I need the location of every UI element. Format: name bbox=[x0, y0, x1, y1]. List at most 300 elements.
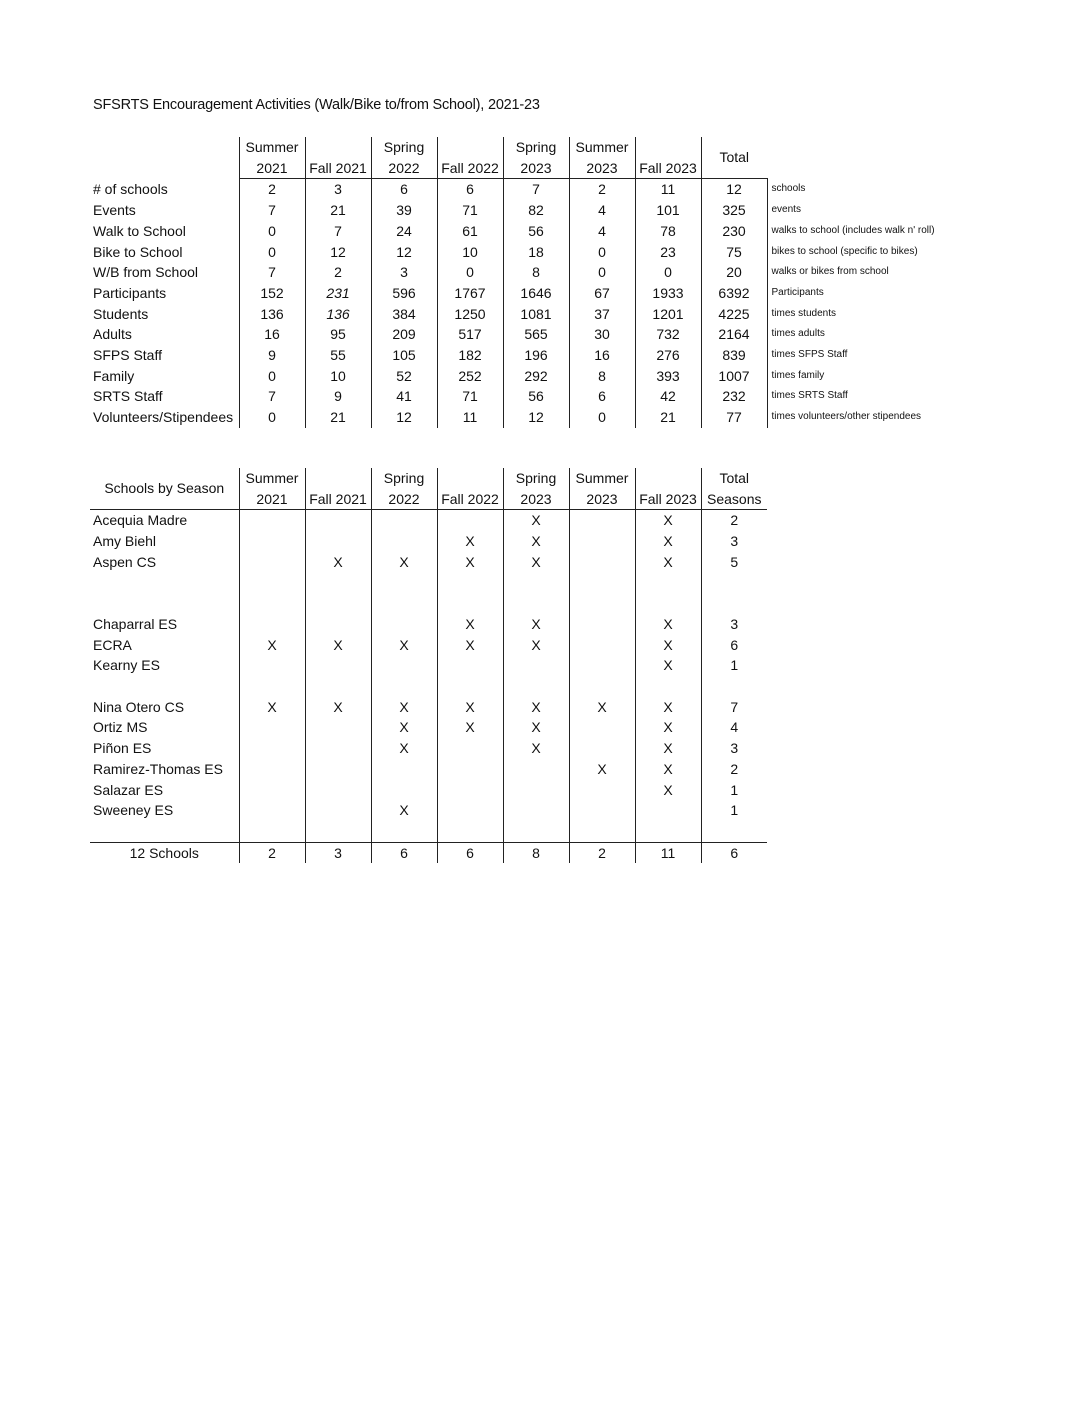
cell-value: 596 bbox=[371, 283, 437, 304]
page-title: SFSRTS Encouragement Activities (Walk/Bike to/from School), 2021-23 bbox=[93, 97, 540, 113]
cell-value: 0 bbox=[437, 262, 503, 283]
cell-value: 2 bbox=[569, 179, 635, 200]
season-mark: X bbox=[371, 738, 437, 759]
season-empty bbox=[305, 800, 371, 821]
footer-value: 6 bbox=[437, 842, 503, 863]
schools-by-season-table bbox=[90, 468, 767, 863]
school-name: Amy Biehl bbox=[93, 533, 157, 550]
season-empty bbox=[371, 655, 437, 676]
blank-row bbox=[90, 676, 767, 697]
season-empty bbox=[437, 738, 503, 759]
season-empty bbox=[503, 800, 569, 821]
row-note: times adults bbox=[767, 324, 967, 345]
table-row bbox=[90, 200, 967, 221]
column-header-bottom: Fall 2022 bbox=[437, 489, 503, 510]
note-spacer bbox=[767, 158, 967, 179]
season-mark: X bbox=[503, 531, 569, 552]
cell-value: 3 bbox=[305, 179, 371, 200]
cell-value: 37 bbox=[569, 304, 635, 325]
total-seasons: 3 bbox=[701, 531, 767, 552]
row-note: times SFPS Staff bbox=[767, 345, 967, 366]
season-empty bbox=[371, 531, 437, 552]
total-value: 230 bbox=[701, 221, 767, 242]
column-header-bottom: 2023 bbox=[569, 489, 635, 510]
season-empty bbox=[305, 676, 371, 697]
season-empty bbox=[305, 531, 371, 552]
table-row bbox=[90, 304, 967, 325]
cell-value: 732 bbox=[635, 324, 701, 345]
total-seasons: 1 bbox=[701, 655, 767, 676]
cell-value: 8 bbox=[569, 366, 635, 387]
season-mark: X bbox=[635, 614, 701, 635]
season-empty bbox=[239, 593, 305, 614]
season-empty bbox=[239, 800, 305, 821]
column-header-top bbox=[635, 468, 701, 489]
season-empty bbox=[503, 573, 569, 594]
school-row bbox=[90, 697, 767, 718]
row-note: times family bbox=[767, 366, 967, 387]
cell-value: 2 bbox=[305, 262, 371, 283]
season-empty bbox=[239, 655, 305, 676]
total-seasons: 4 bbox=[701, 717, 767, 738]
season-empty bbox=[305, 780, 371, 801]
header-row-top bbox=[90, 468, 767, 489]
cell-value: 61 bbox=[437, 221, 503, 242]
cell-value: 21 bbox=[305, 407, 371, 428]
cell-value: 78 bbox=[635, 221, 701, 242]
season-empty bbox=[437, 780, 503, 801]
footer-label: 12 Schools bbox=[90, 842, 239, 863]
cell-value: 7 bbox=[239, 200, 305, 221]
season-mark: X bbox=[503, 510, 569, 531]
season-empty bbox=[569, 614, 635, 635]
total-value: 4225 bbox=[701, 304, 767, 325]
cell-value: 9 bbox=[239, 345, 305, 366]
cell-value: 11 bbox=[437, 407, 503, 428]
total-value: 325 bbox=[701, 200, 767, 221]
total-seasons: 2 bbox=[701, 759, 767, 780]
season-empty bbox=[305, 655, 371, 676]
school-name bbox=[90, 573, 239, 594]
season-mark: X bbox=[635, 759, 701, 780]
cell-value: 152 bbox=[239, 283, 305, 304]
cell-value: 67 bbox=[569, 283, 635, 304]
school-name: ECRA bbox=[93, 636, 132, 653]
school-row bbox=[90, 531, 767, 552]
row-label: Participants bbox=[93, 284, 167, 301]
season-mark: X bbox=[239, 697, 305, 718]
season-mark: X bbox=[371, 635, 437, 656]
cell-value: 71 bbox=[437, 200, 503, 221]
total-value: 232 bbox=[701, 386, 767, 407]
season-empty bbox=[569, 552, 635, 573]
blank-row bbox=[90, 593, 767, 614]
cell-value: 252 bbox=[437, 366, 503, 387]
season-mark: X bbox=[437, 614, 503, 635]
row-label: Adults bbox=[93, 326, 132, 343]
season-empty bbox=[503, 821, 569, 842]
cell-value: 16 bbox=[569, 345, 635, 366]
header-corner bbox=[90, 137, 239, 158]
total-value: 1007 bbox=[701, 366, 767, 387]
header-corner bbox=[90, 158, 239, 179]
footer-value: 11 bbox=[635, 842, 701, 863]
cell-value: 292 bbox=[503, 366, 569, 387]
season-empty bbox=[305, 593, 371, 614]
cell-value: 1201 bbox=[635, 304, 701, 325]
school-row bbox=[90, 655, 767, 676]
cell-value: 0 bbox=[239, 407, 305, 428]
total-value: 75 bbox=[701, 242, 767, 263]
cell-value: 41 bbox=[371, 386, 437, 407]
column-header-bottom: Fall 2021 bbox=[305, 158, 371, 179]
cell-value: 6 bbox=[569, 386, 635, 407]
cell-value: 24 bbox=[371, 221, 437, 242]
cell-value: 21 bbox=[305, 200, 371, 221]
season-mark: X bbox=[305, 552, 371, 573]
school-name bbox=[90, 676, 239, 697]
school-row bbox=[90, 635, 767, 656]
total-seasons bbox=[701, 676, 767, 697]
school-row bbox=[90, 759, 767, 780]
cell-value: 0 bbox=[239, 242, 305, 263]
school-row bbox=[90, 780, 767, 801]
season-empty bbox=[503, 780, 569, 801]
column-header-top: Summer bbox=[569, 137, 635, 158]
cell-value: 12 bbox=[305, 242, 371, 263]
season-mark: X bbox=[503, 697, 569, 718]
row-note: times students bbox=[767, 304, 967, 325]
season-empty bbox=[437, 759, 503, 780]
cell-value: 95 bbox=[305, 324, 371, 345]
season-empty bbox=[569, 738, 635, 759]
column-header-top bbox=[437, 137, 503, 158]
total-seasons: 6 bbox=[701, 635, 767, 656]
season-empty bbox=[569, 800, 635, 821]
total-seasons: 3 bbox=[701, 738, 767, 759]
cell-value: 0 bbox=[569, 262, 635, 283]
table-row bbox=[90, 386, 967, 407]
row-note: walks to school (includes walk n' roll) bbox=[767, 221, 967, 242]
cell-value: 11 bbox=[635, 179, 701, 200]
season-empty bbox=[635, 573, 701, 594]
school-row bbox=[90, 552, 767, 573]
season-mark: X bbox=[635, 510, 701, 531]
season-empty bbox=[239, 759, 305, 780]
season-empty bbox=[371, 614, 437, 635]
cell-value: 1646 bbox=[503, 283, 569, 304]
table-row bbox=[90, 283, 967, 304]
school-name bbox=[90, 593, 239, 614]
season-mark: X bbox=[503, 717, 569, 738]
season-empty bbox=[569, 593, 635, 614]
season-empty bbox=[437, 510, 503, 531]
season-empty bbox=[503, 676, 569, 697]
season-mark: X bbox=[371, 552, 437, 573]
cell-value: 30 bbox=[569, 324, 635, 345]
season-mark: X bbox=[569, 697, 635, 718]
cell-value: 517 bbox=[437, 324, 503, 345]
school-row bbox=[90, 800, 767, 821]
column-header-top bbox=[305, 468, 371, 489]
season-mark: X bbox=[305, 635, 371, 656]
cell-value: 56 bbox=[503, 386, 569, 407]
total-seasons: 7 bbox=[701, 697, 767, 718]
column-header-bottom: Fall 2022 bbox=[437, 158, 503, 179]
footer-value: 6 bbox=[701, 842, 767, 863]
row-note: times volunteers/other stipendees bbox=[767, 407, 967, 428]
table-row bbox=[90, 345, 967, 366]
season-empty bbox=[503, 655, 569, 676]
header-row-bottom bbox=[90, 158, 967, 179]
cell-value: 0 bbox=[239, 366, 305, 387]
season-empty bbox=[305, 573, 371, 594]
footer-row bbox=[90, 842, 767, 863]
season-mark: X bbox=[503, 635, 569, 656]
cell-value: 2 bbox=[239, 179, 305, 200]
cell-value: 10 bbox=[305, 366, 371, 387]
row-note: times SRTS Staff bbox=[767, 386, 967, 407]
season-mark: X bbox=[635, 697, 701, 718]
cell-value: 182 bbox=[437, 345, 503, 366]
blank-row bbox=[90, 573, 767, 594]
season-mark: X bbox=[437, 717, 503, 738]
school-row bbox=[90, 738, 767, 759]
column-header-bottom: 2023 bbox=[503, 489, 569, 510]
cell-value: 0 bbox=[635, 262, 701, 283]
column-header-top: Summer bbox=[239, 137, 305, 158]
row-label: Family bbox=[93, 367, 135, 384]
cell-value: 16 bbox=[239, 324, 305, 345]
season-empty bbox=[569, 821, 635, 842]
table-row bbox=[90, 242, 967, 263]
row-label: Walk to School bbox=[93, 222, 186, 239]
column-header-top bbox=[437, 468, 503, 489]
header-row-top bbox=[90, 137, 967, 158]
season-empty bbox=[371, 821, 437, 842]
column-header-top: Spring bbox=[503, 137, 569, 158]
footer-value: 2 bbox=[569, 842, 635, 863]
column-header-bottom: Fall 2023 bbox=[635, 489, 701, 510]
column-header-top: Total bbox=[701, 468, 767, 489]
column-header-bottom: Fall 2021 bbox=[305, 489, 371, 510]
season-empty bbox=[371, 780, 437, 801]
total-seasons: 3 bbox=[701, 614, 767, 635]
school-row bbox=[90, 614, 767, 635]
season-empty bbox=[635, 821, 701, 842]
school-row bbox=[90, 510, 767, 531]
season-empty bbox=[305, 510, 371, 531]
season-empty bbox=[371, 593, 437, 614]
season-empty bbox=[437, 593, 503, 614]
season-mark: X bbox=[437, 697, 503, 718]
season-mark: X bbox=[437, 635, 503, 656]
column-header-top: Total bbox=[701, 137, 767, 179]
season-mark: X bbox=[371, 800, 437, 821]
season-mark: X bbox=[635, 531, 701, 552]
cell-value: 136 bbox=[239, 304, 305, 325]
total-seasons: 1 bbox=[701, 800, 767, 821]
column-header-bottom: 2023 bbox=[569, 158, 635, 179]
season-empty bbox=[569, 676, 635, 697]
school-name: Nina Otero CS bbox=[93, 698, 185, 715]
row-label: Students bbox=[93, 305, 149, 322]
total-value: 77 bbox=[701, 407, 767, 428]
season-empty bbox=[239, 573, 305, 594]
row-note: Participants bbox=[767, 283, 967, 304]
table-row bbox=[90, 221, 967, 242]
cell-value: 1250 bbox=[437, 304, 503, 325]
school-name: Chaparral ES bbox=[93, 615, 178, 632]
school-name: Kearny ES bbox=[93, 657, 160, 674]
total-seasons bbox=[701, 573, 767, 594]
column-header-top: Summer bbox=[569, 468, 635, 489]
season-empty bbox=[437, 800, 503, 821]
total-seasons: 5 bbox=[701, 552, 767, 573]
school-row bbox=[90, 717, 767, 738]
cell-value: 56 bbox=[503, 221, 569, 242]
cell-value: 9 bbox=[305, 386, 371, 407]
cell-value: 18 bbox=[503, 242, 569, 263]
season-empty bbox=[305, 738, 371, 759]
cell-value: 12 bbox=[503, 407, 569, 428]
total-seasons: 2 bbox=[701, 510, 767, 531]
cell-value: 55 bbox=[305, 345, 371, 366]
season-empty bbox=[239, 821, 305, 842]
column-header-top: Spring bbox=[371, 468, 437, 489]
season-mark: X bbox=[371, 717, 437, 738]
footer-value: 2 bbox=[239, 842, 305, 863]
column-header-top bbox=[305, 137, 371, 158]
season-empty bbox=[239, 531, 305, 552]
season-empty bbox=[437, 821, 503, 842]
cell-value: 209 bbox=[371, 324, 437, 345]
season-empty bbox=[569, 573, 635, 594]
cell-value: 136 bbox=[305, 304, 371, 325]
season-empty bbox=[305, 717, 371, 738]
season-empty bbox=[569, 655, 635, 676]
season-mark: X bbox=[503, 738, 569, 759]
season-empty bbox=[239, 717, 305, 738]
season-mark: X bbox=[635, 655, 701, 676]
cell-value: 21 bbox=[635, 407, 701, 428]
row-label: W/B from School bbox=[93, 264, 199, 281]
school-name bbox=[90, 821, 239, 842]
season-empty bbox=[371, 573, 437, 594]
cell-value: 39 bbox=[371, 200, 437, 221]
cell-value: 12 bbox=[371, 242, 437, 263]
total-value: 2164 bbox=[701, 324, 767, 345]
season-mark: X bbox=[635, 635, 701, 656]
school-name: Salazar ES bbox=[93, 781, 164, 798]
cell-value: 196 bbox=[503, 345, 569, 366]
season-mark: X bbox=[569, 759, 635, 780]
column-header-bottom: 2021 bbox=[239, 158, 305, 179]
season-empty bbox=[305, 821, 371, 842]
row-note: schools bbox=[767, 179, 967, 200]
cell-value: 12 bbox=[371, 407, 437, 428]
cell-value: 4 bbox=[569, 200, 635, 221]
total-seasons bbox=[701, 593, 767, 614]
season-empty bbox=[371, 510, 437, 531]
footer-value: 8 bbox=[503, 842, 569, 863]
table-row bbox=[90, 262, 967, 283]
season-empty bbox=[305, 614, 371, 635]
cell-value: 384 bbox=[371, 304, 437, 325]
cell-value: 23 bbox=[635, 242, 701, 263]
season-empty bbox=[569, 717, 635, 738]
season-empty bbox=[305, 759, 371, 780]
school-name: Ortiz MS bbox=[93, 719, 148, 736]
season-mark: X bbox=[503, 552, 569, 573]
cell-value: 6 bbox=[371, 179, 437, 200]
season-mark: X bbox=[503, 614, 569, 635]
cell-value: 82 bbox=[503, 200, 569, 221]
cell-value: 7 bbox=[239, 386, 305, 407]
season-mark: X bbox=[437, 531, 503, 552]
cell-value: 565 bbox=[503, 324, 569, 345]
column-header-bottom: Fall 2023 bbox=[635, 158, 701, 179]
row-note: bikes to school (specific to bikes) bbox=[767, 242, 967, 263]
season-mark: X bbox=[635, 552, 701, 573]
cell-value: 393 bbox=[635, 366, 701, 387]
cell-value: 8 bbox=[503, 262, 569, 283]
season-mark: X bbox=[305, 697, 371, 718]
season-empty bbox=[437, 676, 503, 697]
school-name: Acequia Madre bbox=[93, 512, 188, 529]
row-label: Events bbox=[93, 202, 136, 219]
footer-value: 6 bbox=[371, 842, 437, 863]
cell-value: 7 bbox=[503, 179, 569, 200]
season-empty bbox=[635, 800, 701, 821]
season-empty bbox=[569, 635, 635, 656]
cell-value: 1767 bbox=[437, 283, 503, 304]
season-empty bbox=[503, 593, 569, 614]
season-empty bbox=[239, 552, 305, 573]
total-value: 6392 bbox=[701, 283, 767, 304]
note-spacer bbox=[767, 137, 967, 158]
activities-table bbox=[90, 137, 967, 428]
cell-value: 0 bbox=[569, 242, 635, 263]
column-header-bottom: 2022 bbox=[371, 158, 437, 179]
season-empty bbox=[503, 759, 569, 780]
cell-value: 4 bbox=[569, 221, 635, 242]
total-value: 12 bbox=[701, 179, 767, 200]
season-empty bbox=[569, 531, 635, 552]
season-empty bbox=[239, 614, 305, 635]
cell-value: 3 bbox=[371, 262, 437, 283]
column-header-bottom: 2022 bbox=[371, 489, 437, 510]
blank-row bbox=[90, 821, 767, 842]
cell-value: 7 bbox=[239, 262, 305, 283]
column-header-top: Spring bbox=[503, 468, 569, 489]
cell-value: 105 bbox=[371, 345, 437, 366]
cell-value: 71 bbox=[437, 386, 503, 407]
corner-label: Schools by Season bbox=[90, 468, 239, 510]
season-mark: X bbox=[437, 552, 503, 573]
season-mark: X bbox=[371, 697, 437, 718]
season-empty bbox=[239, 510, 305, 531]
total-seasons bbox=[701, 821, 767, 842]
season-empty bbox=[239, 676, 305, 697]
season-empty bbox=[437, 573, 503, 594]
school-name: Ramirez-Thomas ES bbox=[93, 760, 223, 777]
cell-value: 101 bbox=[635, 200, 701, 221]
footer-value: 3 bbox=[305, 842, 371, 863]
cell-value: 1081 bbox=[503, 304, 569, 325]
season-mark: X bbox=[635, 780, 701, 801]
table-row bbox=[90, 366, 967, 387]
